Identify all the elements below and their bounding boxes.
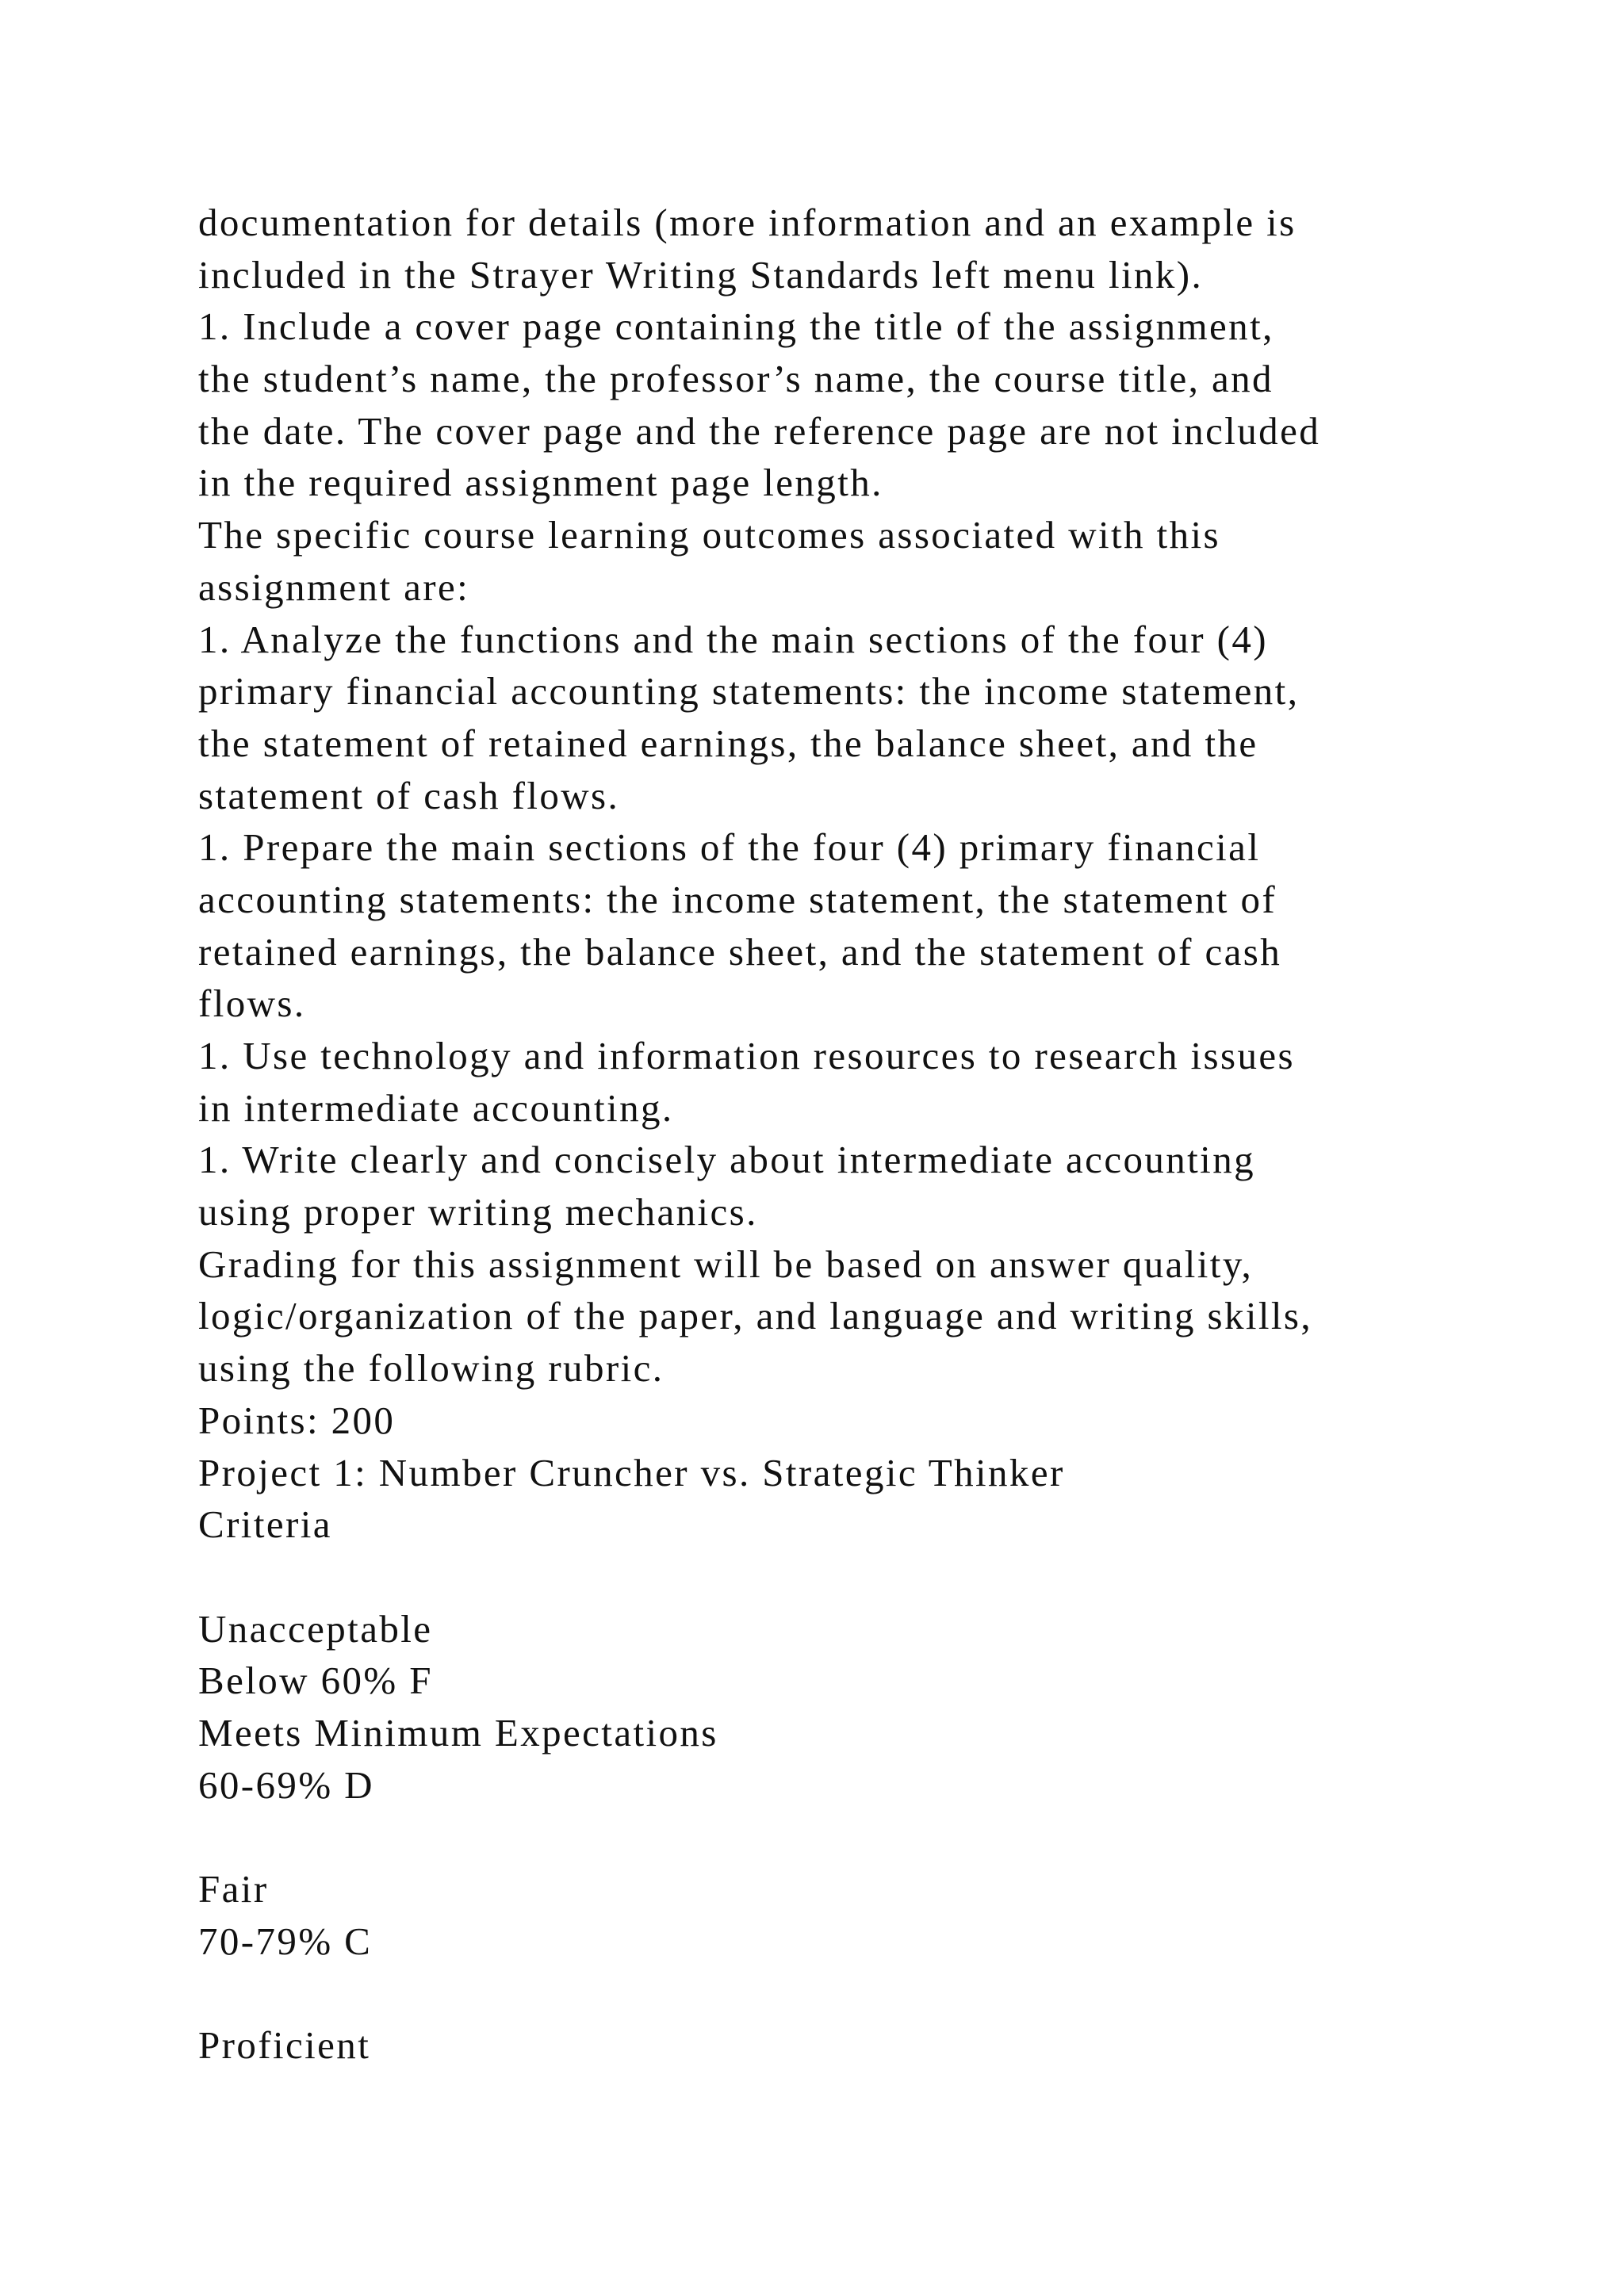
rubric-level-range: 70-79% C xyxy=(198,1919,373,1963)
blank-line xyxy=(198,1551,1499,1603)
rubric-level-range: Below 60% F xyxy=(198,1659,433,1703)
text-line: the date. The cover page and the reference page are not included xyxy=(198,408,1321,453)
blank-line xyxy=(198,1811,1499,1863)
document-body xyxy=(198,197,1499,2072)
text-line: Grading for this assignment will be based on answer quality, xyxy=(198,1242,1254,1286)
text-line: retained earnings, the balance sheet, and the statement of cash xyxy=(198,929,1282,974)
rubric-level-label: Fair xyxy=(198,1867,269,1911)
text-line: primary financial accounting statements: the income statement, xyxy=(198,669,1300,714)
text-line: the statement of retained earnings, the balance sheet, and the xyxy=(198,721,1258,765)
text-line: using proper writing mechanics. xyxy=(198,1190,758,1234)
text-line: statement of cash flows. xyxy=(198,773,620,817)
rubric-level-label: Unacceptable xyxy=(198,1606,433,1651)
text-line: flows. xyxy=(198,982,306,1026)
text-line: in intermediate accounting. xyxy=(198,1085,674,1130)
text-line: 1. Prepare the main sections of the four (4) primary financial xyxy=(198,825,1261,870)
text-line: assignment are: xyxy=(198,564,470,609)
rubric-level-label: Meets Minimum Expectations xyxy=(198,1710,718,1755)
rubric-level-range: 60-69% D xyxy=(198,1762,374,1807)
text-line: 1. Include a cover page containing the title of the assignment, xyxy=(198,304,1274,349)
text-line: using the following rubric. xyxy=(198,1346,665,1391)
text-line: 1. Analyze the functions and the main sections of the four (4) xyxy=(198,617,1268,661)
points-line: Points: 200 xyxy=(198,1398,396,1442)
project-title-line: Project 1: Number Cruncher vs. Strategic Thinker xyxy=(198,1450,1065,1494)
blank-line xyxy=(198,1967,1499,2019)
text-line: in the required assignment page length. xyxy=(198,461,883,505)
criteria-label: Criteria xyxy=(198,1502,332,1547)
text-line: documentation for details (more information and an example is xyxy=(198,201,1297,244)
text-line: the student’s name, the professor’s name, the course title, and xyxy=(198,357,1274,401)
text-line: 1. Use technology and information resources to research issues xyxy=(198,1034,1295,1077)
text-line: logic/organization of the paper, and language and writing skills, xyxy=(198,1294,1313,1338)
rubric-level-label: Proficient xyxy=(198,2023,371,2068)
text-line: accounting statements: the income statement, the statement of xyxy=(198,877,1277,921)
text-line: included in the Strayer Writing Standards left menu link). xyxy=(198,252,1204,297)
text-line: The specific course learning outcomes associated with this xyxy=(198,513,1220,557)
text-line: 1. Write clearly and concisely about intermediate accounting xyxy=(198,1138,1255,1182)
